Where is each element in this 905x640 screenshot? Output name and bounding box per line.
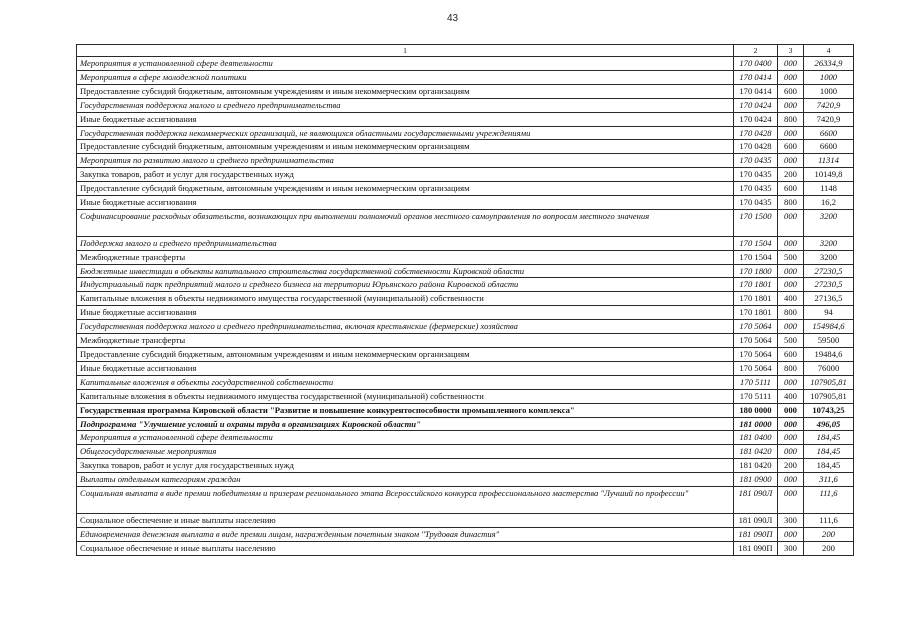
row-amount-cell: 200 bbox=[804, 527, 854, 541]
row-code-cell: 170 0424 bbox=[734, 112, 778, 126]
row-name-cell: Бюджетные инвестиции в объекты капитального строительства государственной собственности Кировской области bbox=[77, 264, 734, 278]
row-type-cell: 600 bbox=[778, 348, 804, 362]
row-name-cell: Индустриальный парк предприятий малого и среднего бизнеса на территории Юрьянского района Кировской области bbox=[77, 278, 734, 292]
row-type-cell: 000 bbox=[778, 264, 804, 278]
row-name-cell: Мероприятия в установленной сфере деятельности bbox=[77, 431, 734, 445]
table-row bbox=[77, 320, 854, 334]
row-code-cell: 170 5064 bbox=[734, 348, 778, 362]
row-code-cell: 170 5064 bbox=[734, 334, 778, 348]
table-row bbox=[77, 57, 854, 71]
row-code-cell: 170 1801 bbox=[734, 306, 778, 320]
table-row bbox=[77, 182, 854, 196]
table-row bbox=[77, 278, 854, 292]
table-row bbox=[77, 126, 854, 140]
row-name-cell: Государственная поддержка некоммерческих организаций, не являющихся областными государственными учреждениями bbox=[77, 126, 734, 140]
row-name-cell: Иные бюджетные ассигнования bbox=[77, 361, 734, 375]
row-type-cell: 000 bbox=[778, 473, 804, 487]
row-code-cell: 181 090П bbox=[734, 541, 778, 555]
row-code-cell: 170 0435 bbox=[734, 196, 778, 210]
header-col-2: 2 bbox=[734, 45, 778, 57]
row-amount-cell: 27136,5 bbox=[804, 292, 854, 306]
table-row bbox=[77, 473, 854, 487]
row-type-cell: 000 bbox=[778, 70, 804, 84]
table-row bbox=[77, 348, 854, 362]
row-type-cell: 000 bbox=[778, 375, 804, 389]
row-amount-cell: 1000 bbox=[804, 84, 854, 98]
row-name-cell: Общегосударственные мероприятия bbox=[77, 445, 734, 459]
row-name-cell: Капитальные вложения в объекты недвижимого имущества государственной (муниципальной) собственности bbox=[77, 389, 734, 403]
table-row bbox=[77, 487, 854, 514]
table-row bbox=[77, 334, 854, 348]
row-type-cell: 000 bbox=[778, 417, 804, 431]
row-name-cell: Мероприятия в сфере молодежной политики bbox=[77, 70, 734, 84]
row-type-cell: 000 bbox=[778, 126, 804, 140]
row-name-cell: Межбюджетные трансферты bbox=[77, 250, 734, 264]
row-amount-cell: 7420,9 bbox=[804, 98, 854, 112]
row-code-cell: 181 0000 bbox=[734, 417, 778, 431]
row-amount-cell: 26334,9 bbox=[804, 57, 854, 71]
row-amount-cell: 184,45 bbox=[804, 459, 854, 473]
row-name-cell: Межбюджетные трансферты bbox=[77, 334, 734, 348]
row-code-cell: 170 5111 bbox=[734, 375, 778, 389]
table-row bbox=[77, 541, 854, 555]
row-amount-cell: 200 bbox=[804, 541, 854, 555]
row-name-cell: Единовременная денежная выплата в виде премии лицам, награжденным почетным знаком "Трудовая династия" bbox=[77, 527, 734, 541]
row-name-cell: Подпрограмма "Улучшение условий и охраны труда в организациях Кировской области" bbox=[77, 417, 734, 431]
budget-table bbox=[76, 44, 854, 556]
row-type-cell: 500 bbox=[778, 250, 804, 264]
row-type-cell: 800 bbox=[778, 361, 804, 375]
row-amount-cell: 19484,6 bbox=[804, 348, 854, 362]
row-type-cell: 000 bbox=[778, 527, 804, 541]
row-amount-cell: 10149,8 bbox=[804, 168, 854, 182]
row-code-cell: 170 0414 bbox=[734, 70, 778, 84]
row-code-cell: 170 0400 bbox=[734, 57, 778, 71]
row-name-cell: Государственная поддержка малого и среднего предпринимательства, включая крестьянские (фермерские) хозяйства bbox=[77, 320, 734, 334]
row-name-cell: Социальное обеспечение и иные выплаты населению bbox=[77, 513, 734, 527]
table-row bbox=[77, 375, 854, 389]
row-type-cell: 400 bbox=[778, 389, 804, 403]
table-row bbox=[77, 389, 854, 403]
row-amount-cell: 1148 bbox=[804, 182, 854, 196]
table-row bbox=[77, 209, 854, 236]
row-code-cell: 181 090Л bbox=[734, 487, 778, 514]
row-name-cell: Мероприятия по развитию малого и среднего предпринимательства bbox=[77, 154, 734, 168]
row-name-cell: Иные бюджетные ассигнования bbox=[77, 196, 734, 210]
table-row bbox=[77, 403, 854, 417]
table-row bbox=[77, 154, 854, 168]
table-row bbox=[77, 112, 854, 126]
row-type-cell: 000 bbox=[778, 487, 804, 514]
table-row bbox=[77, 527, 854, 541]
row-code-cell: 170 1801 bbox=[734, 278, 778, 292]
row-amount-cell: 107905,81 bbox=[804, 389, 854, 403]
row-code-cell: 170 1800 bbox=[734, 264, 778, 278]
row-code-cell: 181 0420 bbox=[734, 445, 778, 459]
row-name-cell: Закупка товаров, работ и услуг для государственных нужд bbox=[77, 459, 734, 473]
row-amount-cell: 3200 bbox=[804, 236, 854, 250]
row-name-cell: Капитальные вложения в объекты государственной собственности bbox=[77, 375, 734, 389]
row-type-cell: 000 bbox=[778, 431, 804, 445]
row-amount-cell: 496,05 bbox=[804, 417, 854, 431]
table-row bbox=[77, 417, 854, 431]
row-type-cell: 600 bbox=[778, 84, 804, 98]
table-row bbox=[77, 306, 854, 320]
table-row bbox=[77, 264, 854, 278]
row-code-cell: 170 5111 bbox=[734, 389, 778, 403]
row-amount-cell: 154984,6 bbox=[804, 320, 854, 334]
row-code-cell: 181 0900 bbox=[734, 473, 778, 487]
row-amount-cell: 94 bbox=[804, 306, 854, 320]
row-type-cell: 000 bbox=[778, 445, 804, 459]
row-amount-cell: 10743,25 bbox=[804, 403, 854, 417]
row-name-cell: Мероприятия в установленной сфере деятельности bbox=[77, 57, 734, 71]
table-row bbox=[77, 70, 854, 84]
row-code-cell: 170 1801 bbox=[734, 292, 778, 306]
row-name-cell: Социальное обеспечение и иные выплаты населению bbox=[77, 541, 734, 555]
header-col-1: 1 bbox=[77, 45, 734, 57]
row-amount-cell: 3200 bbox=[804, 209, 854, 236]
row-type-cell: 200 bbox=[778, 459, 804, 473]
row-code-cell: 170 0435 bbox=[734, 168, 778, 182]
row-name-cell: Государственная поддержка малого и среднего предпринимательства bbox=[77, 98, 734, 112]
row-type-cell: 000 bbox=[778, 154, 804, 168]
header-col-4: 4 bbox=[804, 45, 854, 57]
row-amount-cell: 1000 bbox=[804, 70, 854, 84]
row-amount-cell: 107905,81 bbox=[804, 375, 854, 389]
row-code-cell: 170 0414 bbox=[734, 84, 778, 98]
row-code-cell: 170 0424 bbox=[734, 98, 778, 112]
table-row bbox=[77, 431, 854, 445]
table-row bbox=[77, 168, 854, 182]
row-name-cell: Выплаты отдельным категориям граждан bbox=[77, 473, 734, 487]
row-type-cell: 500 bbox=[778, 334, 804, 348]
row-type-cell: 300 bbox=[778, 513, 804, 527]
row-name-cell: Софинансирование расходных обязательств, возникающих при выполнении полномочий органов местного самоуправления по вопросам местного значения bbox=[77, 209, 734, 236]
row-amount-cell: 16,2 bbox=[804, 196, 854, 210]
row-type-cell: 000 bbox=[778, 320, 804, 334]
row-name-cell: Иные бюджетные ассигнования bbox=[77, 112, 734, 126]
row-amount-cell: 59500 bbox=[804, 334, 854, 348]
row-name-cell: Капитальные вложения в объекты недвижимого имущества государственной (муниципальной) собственности bbox=[77, 292, 734, 306]
row-name-cell: Предоставление субсидий бюджетным, автономным учреждениям и иным некоммерческим организациям bbox=[77, 348, 734, 362]
row-code-cell: 170 5064 bbox=[734, 361, 778, 375]
row-type-cell: 600 bbox=[778, 182, 804, 196]
row-type-cell: 600 bbox=[778, 140, 804, 154]
row-type-cell: 300 bbox=[778, 541, 804, 555]
row-amount-cell: 11314 bbox=[804, 154, 854, 168]
row-code-cell: 170 0435 bbox=[734, 182, 778, 196]
row-code-cell: 170 0435 bbox=[734, 154, 778, 168]
row-code-cell: 170 0428 bbox=[734, 126, 778, 140]
row-name-cell: Предоставление субсидий бюджетным, автономным учреждениям и иным некоммерческим организациям bbox=[77, 140, 734, 154]
row-name-cell: Социальная выплата в виде премии победителям и призерам регионального этапа Всероссийского конкурса профессионального мастерства "Лучший по профессии" bbox=[77, 487, 734, 514]
row-type-cell: 800 bbox=[778, 306, 804, 320]
row-code-cell: 170 1504 bbox=[734, 250, 778, 264]
row-type-cell: 800 bbox=[778, 196, 804, 210]
row-name-cell: Государственная программа Кировской области "Развитие и повышение конкурентоспособности промышленного комплекса" bbox=[77, 403, 734, 417]
table-row bbox=[77, 292, 854, 306]
row-amount-cell: 6600 bbox=[804, 126, 854, 140]
row-type-cell: 000 bbox=[778, 403, 804, 417]
page-number: 43 bbox=[446, 13, 459, 24]
row-name-cell: Иные бюджетные ассигнования bbox=[77, 306, 734, 320]
row-type-cell: 200 bbox=[778, 168, 804, 182]
row-code-cell: 180 0000 bbox=[734, 403, 778, 417]
row-name-cell: Предоставление субсидий бюджетным, автономным учреждениям и иным некоммерческим организациям bbox=[77, 182, 734, 196]
header-col-3: 3 bbox=[778, 45, 804, 57]
row-amount-cell: 111,6 bbox=[804, 513, 854, 527]
row-type-cell: 000 bbox=[778, 98, 804, 112]
row-name-cell: Закупка товаров, работ и услуг для государственных нужд bbox=[77, 168, 734, 182]
table-row bbox=[77, 250, 854, 264]
row-code-cell: 181 090Л bbox=[734, 513, 778, 527]
row-name-cell: Поддержка малого и среднего предпринимательства bbox=[77, 236, 734, 250]
table-row bbox=[77, 459, 854, 473]
table-row bbox=[77, 445, 854, 459]
row-amount-cell: 3200 bbox=[804, 250, 854, 264]
row-code-cell: 181 0400 bbox=[734, 431, 778, 445]
table-header-row bbox=[77, 45, 854, 57]
row-amount-cell: 184,45 bbox=[804, 445, 854, 459]
table-row bbox=[77, 84, 854, 98]
row-type-cell: 000 bbox=[778, 209, 804, 236]
table-row bbox=[77, 513, 854, 527]
row-amount-cell: 27230,5 bbox=[804, 278, 854, 292]
row-code-cell: 170 0428 bbox=[734, 140, 778, 154]
row-code-cell: 170 1500 bbox=[734, 209, 778, 236]
row-type-cell: 000 bbox=[778, 57, 804, 71]
row-name-cell: Предоставление субсидий бюджетным, автономным учреждениям и иным некоммерческим организациям bbox=[77, 84, 734, 98]
row-amount-cell: 27230,5 bbox=[804, 264, 854, 278]
row-type-cell: 400 bbox=[778, 292, 804, 306]
row-type-cell: 000 bbox=[778, 236, 804, 250]
row-code-cell: 170 5064 bbox=[734, 320, 778, 334]
row-amount-cell: 311,6 bbox=[804, 473, 854, 487]
table-row bbox=[77, 361, 854, 375]
row-type-cell: 000 bbox=[778, 278, 804, 292]
row-amount-cell: 6600 bbox=[804, 140, 854, 154]
table-row bbox=[77, 196, 854, 210]
row-amount-cell: 184,45 bbox=[804, 431, 854, 445]
row-type-cell: 800 bbox=[778, 112, 804, 126]
row-amount-cell: 7420,9 bbox=[804, 112, 854, 126]
row-code-cell: 181 090П bbox=[734, 527, 778, 541]
row-amount-cell: 76000 bbox=[804, 361, 854, 375]
table-row bbox=[77, 236, 854, 250]
table-row bbox=[77, 140, 854, 154]
row-amount-cell: 111,6 bbox=[804, 487, 854, 514]
row-code-cell: 170 1504 bbox=[734, 236, 778, 250]
table-row bbox=[77, 98, 854, 112]
row-code-cell: 181 0420 bbox=[734, 459, 778, 473]
